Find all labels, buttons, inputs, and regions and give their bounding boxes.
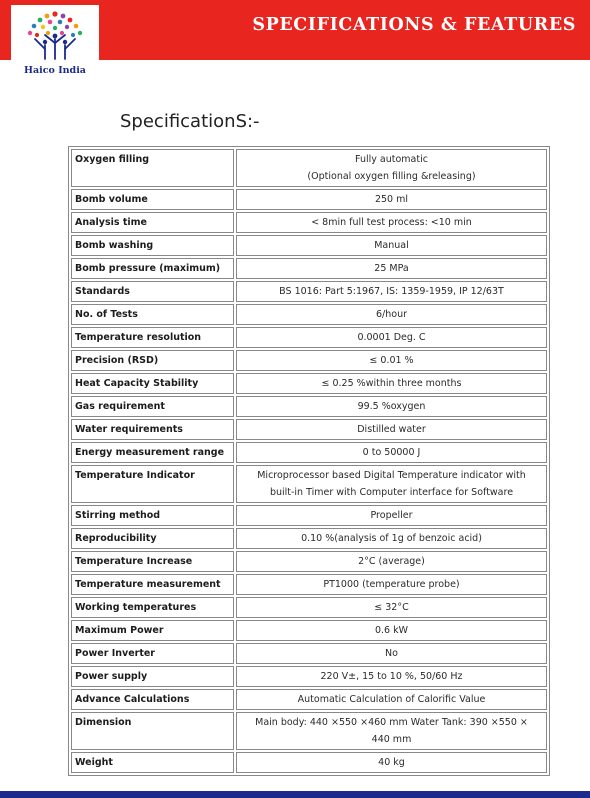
page-title: SPECIFICATIONS & FEATURES (252, 15, 576, 35)
table-row (71, 643, 547, 664)
spec-label: Temperature Indicator (71, 465, 234, 503)
table-row (71, 350, 547, 371)
spec-value (236, 189, 547, 210)
table-row (71, 752, 547, 773)
spec-value (236, 551, 547, 572)
spec-label: Bomb pressure (maximum) (71, 258, 234, 279)
spec-value-line: ≤ 32°C (374, 602, 409, 613)
spec-value (236, 712, 547, 750)
logo-text: Haico India (24, 65, 86, 76)
spec-table (68, 146, 550, 776)
spec-value-line: 25 MPa (374, 263, 409, 274)
table-row (71, 373, 547, 394)
spec-value-line: ≤ 0.01 % (369, 355, 414, 366)
spec-value (236, 666, 547, 687)
spec-label: Weight (71, 752, 234, 773)
spec-value-line: 250 ml (374, 194, 409, 205)
spec-value-line: built-in Timer with Computer interface for Software (269, 487, 514, 498)
table-row (71, 597, 547, 618)
spec-label: Precision (RSD) (71, 350, 234, 371)
table-row (71, 712, 547, 750)
logo (11, 5, 99, 82)
spec-value (236, 235, 547, 256)
spec-value-line: 0 to 50000 J (362, 447, 421, 458)
spec-label: Working temperatures (71, 597, 234, 618)
spec-value (236, 396, 547, 417)
spec-value (236, 327, 547, 348)
spec-value-line: BS 1016: Part 5:1967, IS: 1359-1959, IP 12/63T (279, 286, 504, 297)
spec-value-line: Distilled water (357, 424, 426, 435)
spec-value (236, 212, 547, 233)
spec-value-line: 0.0001 Deg. C (357, 332, 426, 343)
spec-value (236, 574, 547, 595)
spec-value (236, 505, 547, 526)
table-row (71, 419, 547, 440)
spec-label: Temperature resolution (71, 327, 234, 348)
spec-label: Power Inverter (71, 643, 234, 664)
spec-label: Temperature measurement (71, 574, 234, 595)
spec-value-line: 2°C (average) (358, 556, 425, 567)
table-row (71, 304, 547, 325)
spec-label: Gas requirement (71, 396, 234, 417)
spec-value (236, 258, 547, 279)
spec-label: Bomb volume (71, 189, 234, 210)
spec-value-line: 0.6 kW (374, 625, 409, 636)
section-heading: SpecificationS:- (120, 111, 260, 132)
table-row (71, 505, 547, 526)
table-row (71, 258, 547, 279)
spec-label: Temperature Increase (71, 551, 234, 572)
spec-value (236, 597, 547, 618)
spec-value (236, 373, 547, 394)
spec-label: Bomb washing (71, 235, 234, 256)
tree-people-icon (23, 9, 87, 63)
spec-value-line: ≤ 0.25 %within three months (321, 378, 462, 389)
table-row (71, 574, 547, 595)
spec-label: Water requirements (71, 419, 234, 440)
table-row (71, 465, 547, 503)
spec-value-line: Fully automatic (355, 154, 428, 165)
spec-label: Maximum Power (71, 620, 234, 641)
spec-value (236, 149, 547, 187)
spec-value-line: (Optional oxygen filling &releasing) (307, 171, 476, 182)
spec-value-line: No (385, 648, 398, 659)
spec-value (236, 643, 547, 664)
spec-value-line: < 8min full test process: <10 min (311, 217, 472, 228)
table-row (71, 396, 547, 417)
spec-value-line: Propeller (370, 510, 413, 521)
spec-value (236, 419, 547, 440)
spec-label: Power supply (71, 666, 234, 687)
spec-value-line: 440 mm (371, 734, 412, 745)
footer-bar (0, 791, 590, 798)
spec-label: Dimension (71, 712, 234, 750)
spec-value (236, 465, 547, 503)
spec-label: Standards (71, 281, 234, 302)
spec-value (236, 304, 547, 325)
spec-value-line: Microprocessor based Digital Temperature indicator with (257, 470, 526, 481)
table-row (71, 666, 547, 687)
spec-value (236, 689, 547, 710)
table-row (71, 149, 547, 187)
spec-value (236, 528, 547, 549)
table-row (71, 281, 547, 302)
spec-value-line: Manual (374, 240, 409, 251)
table-row (71, 551, 547, 572)
table-row (71, 620, 547, 641)
table-row (71, 442, 547, 463)
spec-value (236, 350, 547, 371)
spec-value-line: 220 V±, 15 to 10 %, 50/60 Hz (320, 671, 463, 682)
spec-label: No. of Tests (71, 304, 234, 325)
table-row (71, 235, 547, 256)
table-row (71, 528, 547, 549)
spec-label: Advance Calculations (71, 689, 234, 710)
spec-value-line: 40 kg (378, 757, 405, 768)
spec-label: Energy measurement range (71, 442, 234, 463)
table-row (71, 189, 547, 210)
table-row (71, 327, 547, 348)
spec-value (236, 620, 547, 641)
table-row (71, 689, 547, 710)
spec-value-line: Automatic Calculation of Calorific Value (297, 694, 486, 705)
spec-value (236, 752, 547, 773)
spec-value-line: Main body: 440 ×550 ×460 mm Water Tank: 390 ×550 × (255, 717, 528, 728)
spec-value-line: PT1000 (temperature probe) (323, 579, 460, 590)
spec-value-line: 99.5 %oxygen (357, 401, 426, 412)
spec-label: Reproducibility (71, 528, 234, 549)
spec-value (236, 442, 547, 463)
spec-value-line: 0.10 %(analysis of 1g of benzoic acid) (301, 533, 482, 544)
spec-label: Oxygen filling (71, 149, 234, 187)
spec-label: Analysis time (71, 212, 234, 233)
spec-value-line: 6/hour (375, 309, 407, 320)
spec-label: Stirring method (71, 505, 234, 526)
spec-value (236, 281, 547, 302)
spec-label: Heat Capacity Stability (71, 373, 234, 394)
table-row (71, 212, 547, 233)
